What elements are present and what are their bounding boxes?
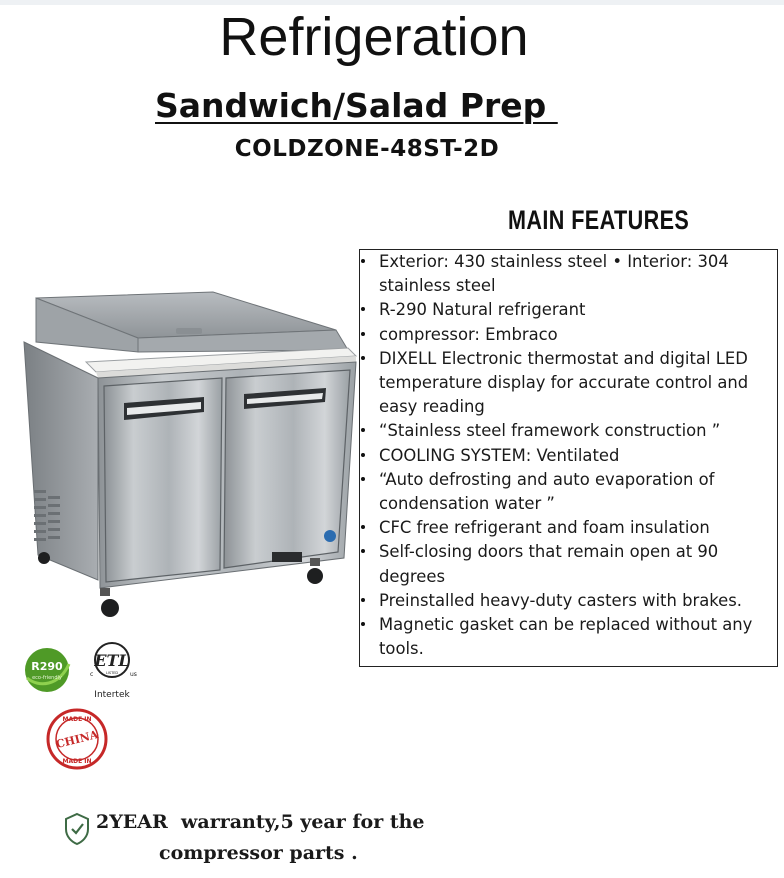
feature-item: Self-closing doors that remain open at 90 degrees: [360, 540, 770, 588]
made-in-china-stamp-icon: [44, 706, 110, 772]
etl-label: ETL: [94, 651, 130, 670]
features-list: [360, 250, 770, 661]
etl-us-label: us: [130, 671, 137, 678]
etl-c-label: c: [90, 671, 94, 678]
feature-item: Preinstalled heavy-duty casters with brakes.: [360, 589, 770, 613]
feature-item: DIXELL Electronic thermostat and digital LED temperature display for accurate control and easy reading: [360, 347, 770, 420]
shield-check-icon: [64, 812, 90, 846]
product-category: Sandwich/Salad Prep: [155, 86, 558, 125]
r290-eco-badge-icon: [19, 644, 75, 696]
etl-listed-label: LISTED: [105, 671, 119, 675]
main-features-heading: MAIN FEATURES: [508, 205, 690, 235]
refrigerated-prep-table-image: [18, 290, 363, 620]
page-title: Refrigeration: [219, 7, 529, 67]
warranty-text-continued: compressor parts .: [159, 842, 358, 864]
top-strip: [0, 0, 784, 5]
r290-label: R290: [31, 660, 63, 673]
model-number: COLDZONE-48ST-2D: [234, 136, 500, 162]
feature-item: “Auto defrosting and auto evaporation of condensation water ”: [360, 468, 770, 516]
r290-sublabel: eco-friendly: [32, 675, 62, 681]
feature-item: COOLING SYSTEM: Ventilated: [360, 444, 770, 468]
feature-item: R-290 Natural refrigerant: [360, 298, 770, 322]
china-label: CHINA: [54, 727, 100, 751]
warranty-text: 2YEAR warranty,5 year for the: [96, 811, 425, 833]
feature-item: Magnetic gasket can be replaced without any tools.: [360, 613, 770, 661]
main-features-box: [359, 249, 778, 667]
china-top-label: MADE IN: [62, 716, 92, 723]
china-bottom-label: MADE IN: [62, 758, 92, 765]
feature-item: CFC free refrigerant and foam insulation: [360, 516, 770, 540]
etl-listed-icon: [86, 636, 142, 702]
feature-item: Exterior: 430 stainless steel • Interior: 304 stainless steel: [360, 250, 770, 298]
feature-item: compressor: Embraco: [360, 323, 770, 347]
intertek-label: Intertek: [94, 690, 130, 700]
feature-item: “Stainless steel framework construction ”: [360, 419, 770, 443]
